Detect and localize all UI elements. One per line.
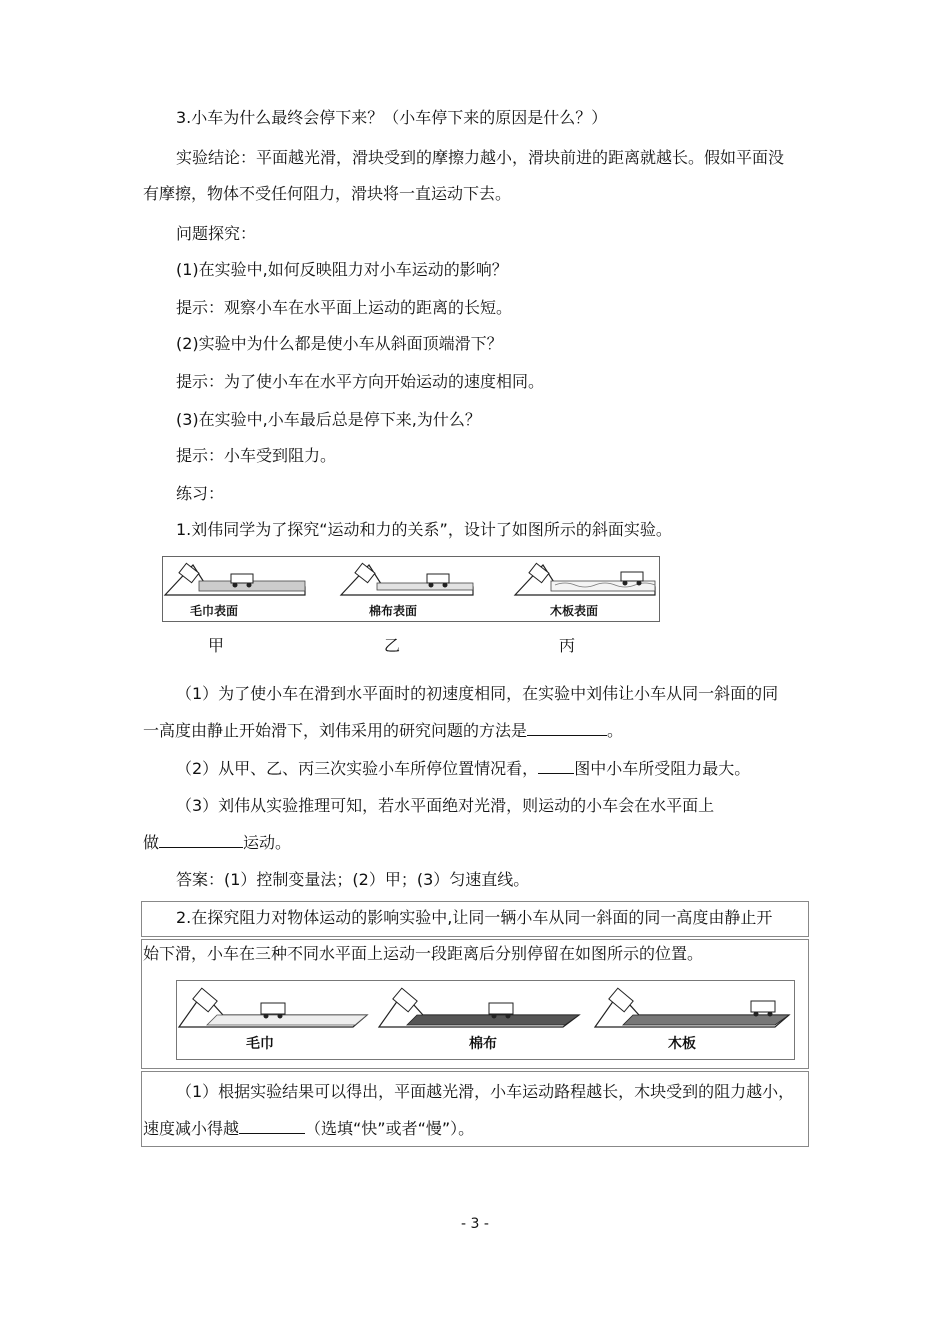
figure-1-caption-wood: 木板表面 — [550, 604, 599, 618]
figure-2-caption-wood: 木板 — [668, 1036, 696, 1052]
practice-2-q1-end: （选填“快”或者“慢”）。 — [305, 1119, 475, 1138]
question-3: 3.小车为什么最终会停下来？（小车停下来的原因是什么？） — [176, 108, 608, 127]
conclusion-line-2: 有摩擦，物体不受任何阻力，滑块将一直运动下去。 — [143, 184, 512, 203]
figure-2-caption-towel: 毛巾 — [246, 1036, 274, 1052]
practice-2-q1-line-1: （1）根据实验结果可以得出，平面越光滑，小车运动路程越长，木块受到的阻力越小， — [176, 1082, 795, 1101]
explore-q1: (1)在实验中,如何反映阻力对小车运动的影响？ — [176, 260, 508, 279]
towel-setup — [165, 563, 305, 595]
practice-1-q2-text: （2）从甲、乙、丙三次实验小车所停位置情况看， — [176, 759, 539, 778]
practice-2-intro-line-2: 始下滑，小车在三种不同水平面上运动一段距离后分别停留在如图所示的位置。 — [143, 944, 704, 963]
practice-1-intro: 1.刘伟同学为了探究“运动和力的关系”，设计了如图所示的斜面实验。 — [176, 520, 672, 539]
explore-q2: (2)实验中为什么都是使小车从斜面顶端滑下？ — [176, 334, 503, 353]
conclusion-line-1: 实验结论：平面越光滑，滑块受到的摩擦力越小，滑块前进的距离就越长。假如平面没 — [176, 148, 785, 167]
page-number: - 3 - — [461, 1216, 489, 1232]
explore-hint-2: 提示：为了使小车在水平方向开始运动的速度相同。 — [176, 372, 545, 391]
practice-1-answer: 答案：(1）控制变量法；(2）甲；(3）匀速直线。 — [176, 870, 530, 889]
practice-1-q2-end: 图中小车所受阻力最大。 — [574, 759, 751, 778]
figure-1-caption-towel: 毛巾表面 — [190, 604, 239, 618]
practice-1-q1-end: 。 — [607, 721, 624, 740]
explore-hint-3: 提示：小车受到阻力。 — [176, 446, 337, 465]
practice-1-q1-text: 一高度由静止开始滑下，刘伟采用的研究问题的方法是 — [143, 721, 528, 740]
explore-title: 问题探究： — [176, 224, 257, 243]
towel-track — [179, 988, 367, 1027]
answer-blank[interactable] — [159, 832, 243, 848]
practice-2-intro-line-1: 2.在探究阻力对物体运动的影响实验中,让同一辆小车从同一斜面的同一高度由静止开 — [176, 908, 773, 927]
cotton-track — [379, 988, 579, 1027]
answer-blank[interactable] — [538, 758, 574, 774]
practice-2-q1-text: 速度减小得越 — [143, 1119, 240, 1138]
practice-title: 练习： — [176, 484, 225, 503]
answer-blank[interactable] — [527, 720, 607, 736]
practice-1-q1-line-2 — [143, 720, 623, 741]
wood-setup — [515, 563, 655, 595]
figure-2-caption-cotton: 棉布 — [469, 1036, 497, 1052]
practice-1-q2 — [176, 758, 750, 779]
figure-1-caption-cotton: 棉布表面 — [369, 604, 418, 618]
practice-1-q3-end: 运动。 — [243, 833, 292, 852]
wood-track — [595, 988, 789, 1027]
practice-2-q1-line-2 — [143, 1118, 474, 1139]
answer-blank[interactable] — [239, 1118, 305, 1134]
cotton-setup — [341, 563, 473, 595]
figure-1-label-bing: 丙 — [559, 636, 576, 655]
practice-1-q3-text: 做 — [143, 833, 160, 852]
explore-q3: (3)在实验中,小车最后总是停下来,为什么？ — [176, 410, 481, 429]
practice-1-q3-line-2 — [143, 832, 291, 853]
figure-1-label-yi: 乙 — [384, 636, 401, 655]
practice-1-q3-line-1: （3）刘伟从实验推理可知，若水平面绝对光滑，则运动的小车会在水平面上 — [176, 796, 715, 815]
practice-1-q1-line-1: （1）为了使小车在滑到水平面时的初速度相同，在实验中刘伟让小车从同一斜面的同 — [176, 684, 779, 703]
explore-hint-1: 提示：观察小车在水平面上运动的距离的长短。 — [176, 298, 513, 317]
figure-1-label-jia: 甲 — [208, 636, 225, 655]
